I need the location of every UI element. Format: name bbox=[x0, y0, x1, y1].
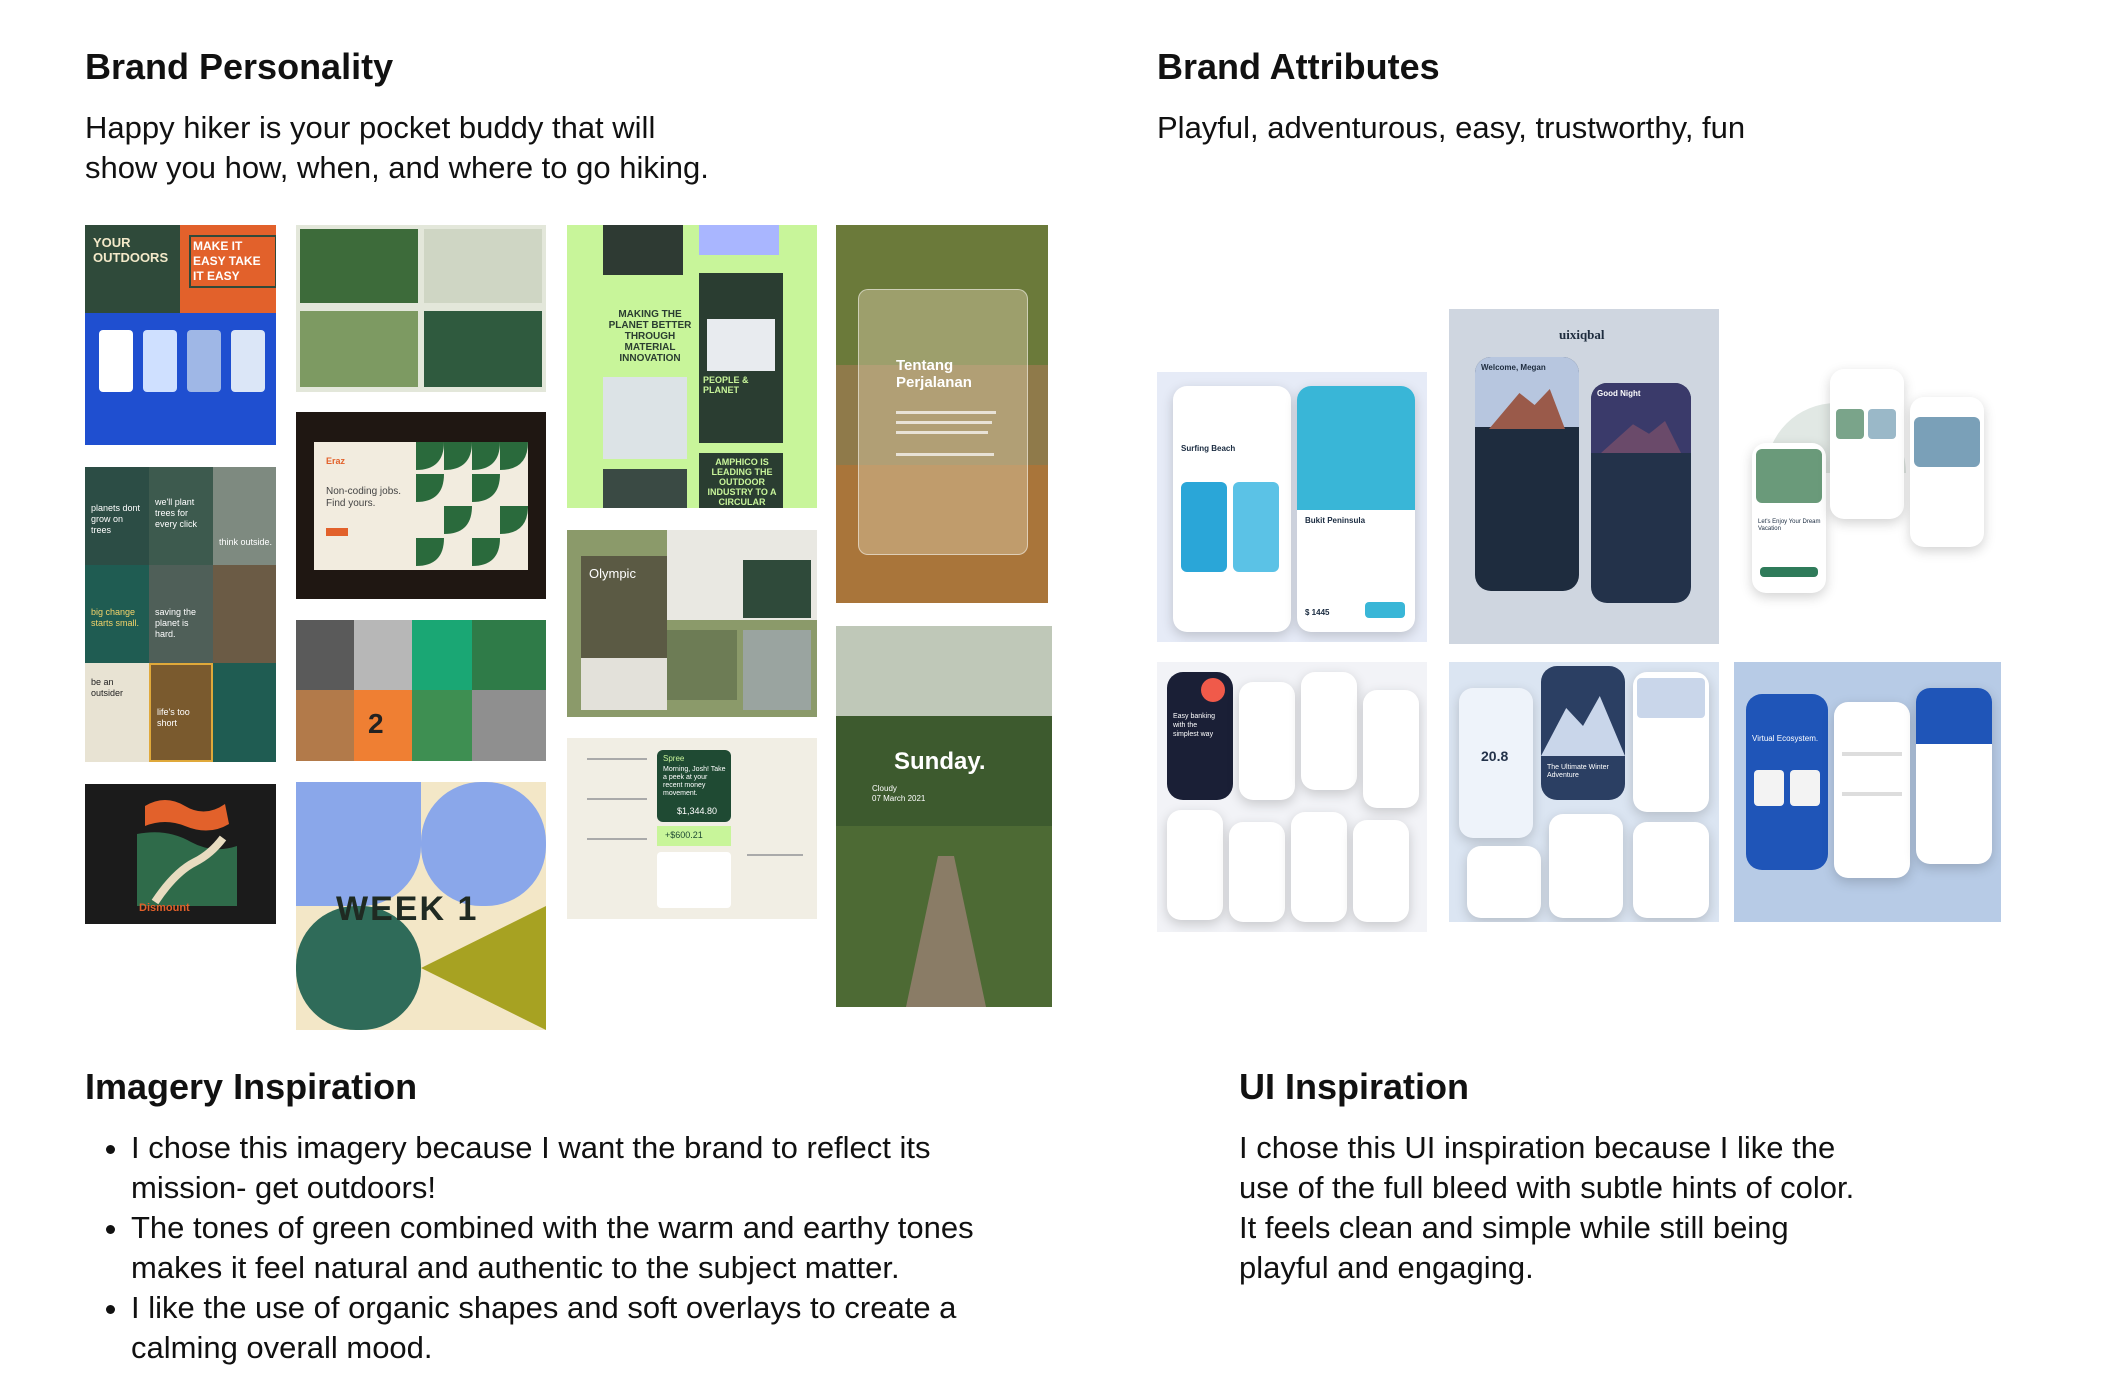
jobs-card-brand: Eraz bbox=[326, 456, 346, 466]
trees-poster-text-b: we'll plant trees for every click bbox=[155, 497, 198, 529]
imagery-bullet: • I like the use of organic shapes and soft overlays to create a calming overall mood. bbox=[131, 1288, 1111, 1368]
trees-poster-text-a: planets dont grow on trees bbox=[91, 503, 141, 535]
banking-app-shot bbox=[1157, 662, 1427, 932]
week-label: WEEK 1 bbox=[336, 890, 479, 928]
trees-poster-text-f: be an outsider bbox=[91, 677, 124, 698]
finance-app-message: Morning, Josh! Take a peek at your recent money movement. bbox=[663, 766, 726, 797]
uixiqbal-app-shot bbox=[1449, 309, 1719, 644]
material-collage-number: 2 bbox=[368, 708, 384, 739]
trees-posters-tile bbox=[85, 467, 276, 762]
material-magazine-tile bbox=[567, 225, 817, 508]
ui-inspiration-line-1: I chose this UI inspiration because I like the bbox=[1239, 1130, 1836, 1165]
magazine-headline-3: AMPHICO IS LEADING THE OUTDOOR INDUSTRY TO A CIRCULAR bbox=[707, 457, 777, 507]
brand-personality-heading: Brand Personality bbox=[85, 46, 394, 87]
olympic-title: Olympic bbox=[589, 566, 636, 581]
trees-poster-text-c: think outside. bbox=[219, 537, 273, 547]
jobs-card-tile bbox=[296, 412, 546, 599]
imagery-bullet-list bbox=[85, 1128, 1111, 1368]
sunday-weather: Cloudy bbox=[872, 784, 897, 793]
finance-app-brand: Spree bbox=[663, 754, 685, 763]
jobs-card-text: Non-coding jobs. Find yours. bbox=[326, 486, 402, 509]
brand-attributes-heading: Brand Attributes bbox=[1157, 46, 1440, 87]
banking-app-text: Easy banking with the simplest way bbox=[1173, 713, 1216, 738]
imagery-heading: Imagery Inspiration bbox=[85, 1066, 418, 1107]
field-brochure-tile bbox=[296, 225, 546, 392]
outdoors-poster-right-text: MAKE IT EASY TAKE IT EASY bbox=[189, 235, 276, 288]
ecosystem-app-shot bbox=[1734, 662, 2001, 922]
finance-app-amount: $1,344.80 bbox=[677, 806, 718, 816]
finance-app-tile bbox=[567, 738, 817, 919]
olympic-collage-tile bbox=[567, 530, 817, 717]
ui-inspiration-line-2: use of the full bleed with subtle hints of color. bbox=[1239, 1170, 1855, 1205]
trees-poster-text-e: saving the planet is hard. bbox=[155, 607, 197, 639]
outdoors-poster-tile bbox=[85, 225, 276, 445]
sunday-title: Sunday. bbox=[894, 748, 986, 775]
ui-inspiration-heading: UI Inspiration bbox=[1239, 1066, 1470, 1107]
uixiqbal-welcome: Welcome, Megan bbox=[1481, 363, 1546, 372]
trees-poster-text-d: big change starts small. bbox=[91, 607, 140, 628]
surf-app-title: Surfing Beach bbox=[1181, 444, 1236, 453]
tentang-poster-tile bbox=[836, 225, 1048, 603]
winter-app-title: The Ultimate Winter Adventure bbox=[1547, 764, 1609, 779]
brand-attributes-text: Playful, adventurous, easy, trustworthy, fun bbox=[1157, 110, 1746, 145]
finance-app-amount-2: +$600.21 bbox=[665, 830, 703, 840]
tentang-title: Tentang Perjalanan bbox=[896, 357, 972, 391]
sunday-date: 07 March 2021 bbox=[872, 794, 926, 803]
trees-poster-text-g: life's too short bbox=[157, 707, 190, 728]
magazine-headline-1: MAKING THE PLANET BETTER THROUGH MATERIAL INNOVATION bbox=[608, 309, 692, 364]
week-shapes-tile bbox=[296, 782, 546, 1030]
outdoors-poster-left-text: YOUR OUTDOORS bbox=[93, 235, 169, 265]
ecosystem-app-title: Virtual Ecosystem. bbox=[1752, 734, 1819, 743]
sunday-poster-tile bbox=[836, 626, 1052, 1007]
uixiqbal-brand: uixiqbal bbox=[1559, 327, 1605, 342]
material-collage-tile bbox=[296, 620, 546, 761]
ui-inspiration-line-3: It feels clean and simple while still being bbox=[1239, 1210, 1789, 1245]
surf-app-price: $ 1445 bbox=[1305, 608, 1330, 617]
surf-app-shot bbox=[1157, 372, 1427, 642]
imagery-bullet: • The tones of green combined with the warm and earthy tones makes it feel natural and authentic to the subject matter. bbox=[131, 1208, 1111, 1288]
imagery-bullet: • I chose this imagery because I want the brand to reflect its mission- get outdoors! bbox=[131, 1128, 1111, 1208]
magazine-headline-2: PEOPLE & PLANET bbox=[703, 375, 749, 395]
dismount-poster-tile bbox=[85, 784, 276, 924]
ui-inspiration-line-4: playful and engaging. bbox=[1239, 1250, 1534, 1285]
brand-personality-line-1: Happy hiker is your pocket buddy that will bbox=[85, 110, 656, 145]
leaf-pattern bbox=[416, 442, 528, 570]
vacation-app-shot bbox=[1734, 333, 2001, 623]
surf-app-card: Bukit Peninsula bbox=[1305, 516, 1366, 525]
vacation-app-text: Let's Enjoy Your Dream Vacation bbox=[1758, 519, 1821, 532]
uixiqbal-night: Good Night bbox=[1597, 389, 1641, 398]
winter-app-temp: 20.8 bbox=[1481, 748, 1509, 764]
brand-personality-line-2: show you how, when, and where to go hiking. bbox=[85, 150, 709, 185]
winter-app-shot bbox=[1449, 662, 1719, 922]
dismount-label: Dismount bbox=[139, 902, 190, 914]
